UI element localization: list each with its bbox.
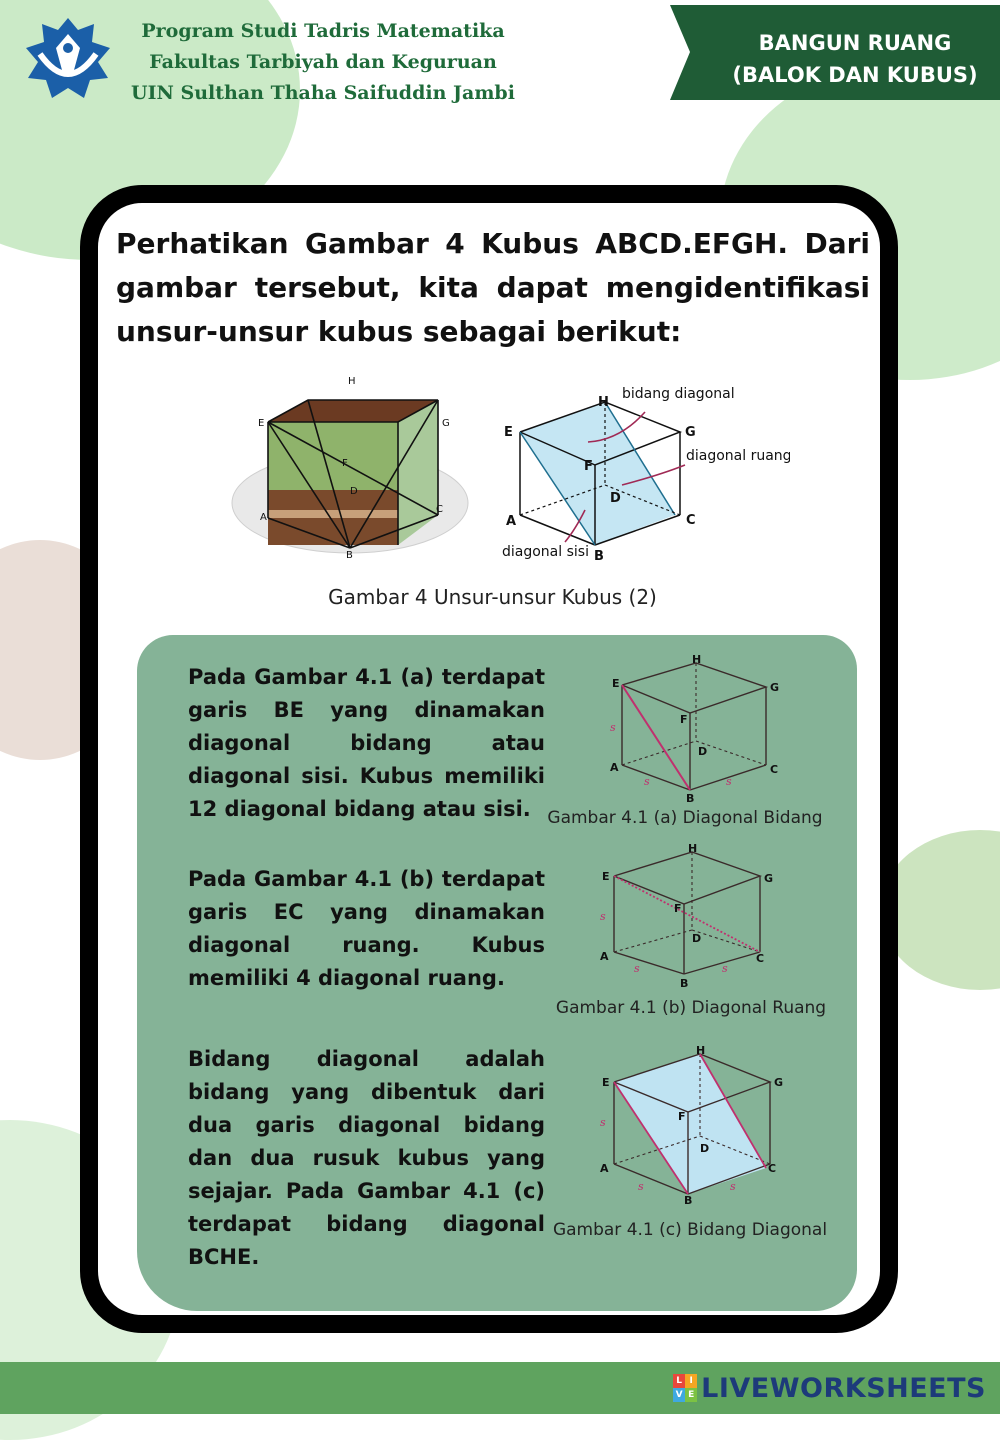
vertex-label: D <box>350 486 358 497</box>
caption-bidang-diagonal: Gambar 4.1 (c) Bidang Diagonal <box>552 1220 828 1240</box>
vertex-label: H <box>348 376 356 387</box>
main-figure <box>220 370 790 574</box>
vertex-label: D <box>698 745 708 758</box>
vertex-label: C <box>770 763 779 776</box>
org-line: UIN Sulthan Thaha Saifuddin Jambi <box>131 82 515 104</box>
vertex-label: F <box>680 713 688 726</box>
institution-name <box>118 16 528 109</box>
figure-bidang-diagonal <box>592 1040 792 1209</box>
icon-letter: L <box>673 1374 685 1388</box>
section-text-diagonal-ruang: Pada Gambar 4.1 (b) terdapat garis EC yang dinamakan diagonal ruang. Kubus memiliki 4 diagonal ruang. <box>188 867 545 990</box>
vertex-label: D <box>692 932 702 945</box>
vertex-label: C <box>686 513 696 528</box>
vertex-label: A <box>600 950 609 963</box>
vertex-label: D <box>610 491 621 506</box>
university-logo <box>20 14 116 104</box>
topic-banner <box>670 5 1000 100</box>
background-blob <box>880 830 1000 990</box>
vertex-label: H <box>692 655 702 666</box>
edge-label: s <box>726 775 732 788</box>
icon-letter: V <box>673 1388 685 1402</box>
topic-line: (BALOK DAN KUBUS) <box>732 63 978 87</box>
caption-diagonal-bidang: Gambar 4.1 (a) Diagonal Bidang <box>547 808 823 828</box>
intro-text: Perhatikan Gambar 4 Kubus ABCD.EFGH. Dari gambar tersebut, kita dapat mengidentifikasi unsur-unsur kubus sebagai berikut: <box>116 227 870 348</box>
edge-label: s <box>722 962 728 975</box>
section-text-diagonal-bidang: Pada Gambar 4.1 (a) terdapat garis BE yang dinamakan diagonal bidang atau diagonal sisi. Kubus memiliki 12 diagonal bidang atau sisi. <box>188 665 545 821</box>
vertex-label: A <box>610 761 619 774</box>
vertex-label: A <box>600 1162 609 1175</box>
icon-letter: E <box>685 1388 697 1402</box>
liveworksheets-icon <box>673 1374 697 1402</box>
vertex-label: F <box>674 902 682 915</box>
main-figure-caption: Gambar 4 Unsur-unsur Kubus (2) <box>328 585 657 609</box>
vertex-label: A <box>260 512 267 523</box>
liveworksheets-brand: LIVEWORKSHEETS <box>701 1372 986 1404</box>
vertex-label: A <box>506 514 517 529</box>
vertex-label: E <box>258 418 265 429</box>
vertex-label: F <box>342 458 348 469</box>
vertex-label: H <box>688 842 698 855</box>
vertex-label: C <box>436 504 443 515</box>
vertex-label: D <box>700 1142 710 1155</box>
vertex-label: B <box>346 550 353 561</box>
label-diagonal-ruang: diagonal ruang <box>686 448 790 464</box>
vertex-label: E <box>504 425 513 440</box>
vertex-label: H <box>696 1044 706 1057</box>
edge-label: s <box>600 1116 606 1129</box>
vertex-label: E <box>602 1076 610 1089</box>
edge-label: s <box>638 1180 644 1193</box>
vertex-label: F <box>678 1110 686 1123</box>
vertex-label: C <box>756 952 765 965</box>
vertex-label: F <box>584 459 593 474</box>
vertex-label: G <box>770 681 780 694</box>
vertex-label: G <box>685 425 696 440</box>
vertex-label: C <box>768 1162 777 1175</box>
vertex-label: B <box>680 977 689 990</box>
vertex-label: E <box>612 677 620 690</box>
vertex-label: G <box>442 418 450 429</box>
caption-diagonal-ruang: Gambar 4.1 (b) Diagonal Ruang <box>555 998 827 1018</box>
vertex-label: H <box>598 395 609 410</box>
vertex-label: B <box>686 792 695 805</box>
vertex-label: G <box>774 1076 784 1089</box>
section-text-bidang-diagonal: Bidang diagonal adalah bidang yang dibentuk dari dua garis diagonal bidang dan dua rusuk kubus yang sejajar. Pada Gambar 4.1 (c) terdapat bidang diagonal BCHE. <box>188 1047 545 1269</box>
icon-letter: I <box>685 1374 697 1388</box>
topic-line: BANGUN RUANG <box>758 31 952 55</box>
footer-bar <box>0 1362 1000 1414</box>
org-line: Program Studi Tadris Matematika <box>141 20 505 42</box>
edge-label: s <box>634 962 640 975</box>
edge-label: s <box>730 1180 736 1193</box>
label-bidang-diagonal: bidang diagonal <box>622 386 735 402</box>
vertex-label: B <box>684 1194 693 1205</box>
edge-label: s <box>644 775 650 788</box>
org-line: Fakultas Tarbiyah dan Keguruan <box>149 51 497 73</box>
liveworksheets-logo[interactable] <box>673 1370 986 1406</box>
edge-label: s <box>600 910 606 923</box>
vertex-label: G <box>764 872 774 885</box>
topic-title <box>710 27 1000 91</box>
edge-label: s <box>610 721 616 734</box>
figure-diagonal-ruang <box>592 840 792 994</box>
label-diagonal-sisi: diagonal sisi <box>502 544 589 560</box>
vertex-label: B <box>594 549 604 564</box>
vertex-label: E <box>602 870 610 883</box>
figure-diagonal-bidang <box>600 655 800 809</box>
